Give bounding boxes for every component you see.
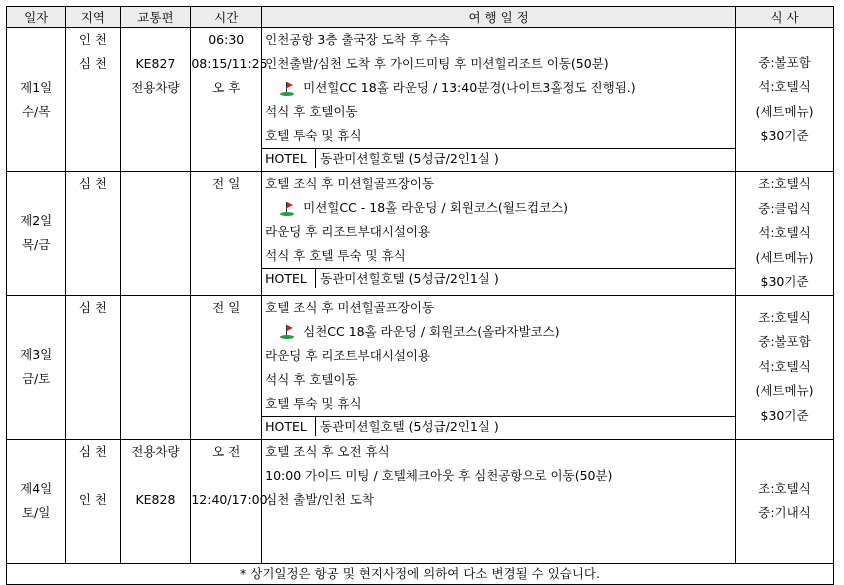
itinerary-line bbox=[262, 368, 735, 392]
hotel-label: HOTEL bbox=[262, 269, 316, 288]
header-time: 시간 bbox=[191, 7, 262, 28]
schedule-table bbox=[6, 6, 834, 585]
header-day: 일자 bbox=[7, 7, 66, 28]
region-value: 심 천 bbox=[78, 176, 107, 191]
itinerary-line bbox=[262, 220, 735, 244]
time-value: 06:30 bbox=[208, 32, 245, 47]
itinerary-line bbox=[262, 320, 735, 344]
day-label: 제3일 bbox=[20, 347, 53, 362]
itinerary-text: 인천출발/심천 도착 후 가이드미팅 후 미션힐리조트 이동(50분) bbox=[265, 56, 609, 71]
time-cell bbox=[191, 439, 268, 563]
golf-flag-icon bbox=[279, 81, 297, 97]
itinerary-line bbox=[262, 172, 735, 196]
time-value: 12:40/17:00 bbox=[191, 491, 268, 507]
meal-cell bbox=[736, 28, 834, 172]
itinerary-line bbox=[262, 244, 735, 268]
day-row bbox=[7, 295, 834, 439]
itinerary-line bbox=[262, 52, 735, 76]
transport-value bbox=[121, 172, 191, 196]
itinerary-line bbox=[262, 440, 735, 464]
itinerary-text: 호텔 투숙 및 휴식 bbox=[265, 128, 362, 143]
itinerary-text: 미션힐CC - 18홀 라운딩 / 회원코스(월드컵코스) bbox=[303, 200, 569, 215]
transport-value: KE828 bbox=[135, 491, 176, 507]
region-value: 심 천 bbox=[78, 443, 107, 459]
time-value: 오 전 bbox=[212, 443, 241, 459]
meal-item: (세트메뉴) bbox=[755, 249, 814, 265]
itinerary-line bbox=[262, 124, 735, 148]
hotel-name: 동관미션힐호텔 (5성급/2인1실 ) bbox=[320, 151, 499, 166]
itinerary-line bbox=[262, 464, 735, 488]
day-label: 토/일 bbox=[21, 505, 51, 520]
meal-item: 중:클럽식 bbox=[758, 200, 811, 216]
meal-item: 석:호텔식 bbox=[758, 358, 811, 374]
region-value: 심 천 bbox=[78, 299, 107, 315]
meal-item: 조:호텔식 bbox=[758, 480, 811, 496]
itinerary-line bbox=[262, 196, 735, 220]
itinerary-line bbox=[262, 296, 735, 320]
meal-item: 중:기내식 bbox=[758, 505, 811, 520]
region-cell bbox=[66, 172, 120, 296]
header-itinerary: 여 행 일 정 bbox=[262, 7, 736, 28]
itinerary-line bbox=[262, 76, 735, 100]
region-cell bbox=[66, 28, 120, 172]
hotel-name: 동관미션힐호텔 (5성급/2인1실 ) bbox=[320, 271, 499, 286]
region-value: 인 천 bbox=[78, 32, 107, 47]
meal-item: 석:호텔식 bbox=[758, 225, 811, 240]
region-value: 인 천 bbox=[78, 491, 107, 507]
itinerary-text: 호텔 조식 후 오전 휴식 bbox=[265, 443, 390, 459]
meal-item: 석:호텔식 bbox=[758, 79, 811, 94]
itinerary-line bbox=[262, 392, 735, 416]
meal-item: 중:볼포함 bbox=[758, 54, 811, 70]
day-label: 수/목 bbox=[21, 103, 51, 119]
meal-item: $30기준 bbox=[760, 274, 809, 289]
meal-item: (세트메뉴) bbox=[755, 383, 814, 399]
hotel-line bbox=[262, 268, 735, 288]
time-value: 08:15/11:25 bbox=[191, 56, 268, 71]
transport-cell bbox=[120, 28, 191, 172]
header-meal: 식 사 bbox=[736, 7, 834, 28]
transport-value bbox=[121, 28, 191, 52]
region-value: 심 천 bbox=[78, 56, 107, 71]
itinerary-text: 10:00 가이드 미팅 / 호텔체크아웃 후 심천공항으로 이동(50분) bbox=[265, 467, 613, 483]
itinerary-line bbox=[262, 344, 735, 368]
itinerary-text: 석식 후 호텔 투숙 및 휴식 bbox=[265, 248, 406, 263]
hotel-label: HOTEL bbox=[262, 417, 316, 436]
meal-item: (세트메뉴) bbox=[755, 103, 814, 119]
transport-cell bbox=[120, 295, 191, 439]
transport-cell bbox=[120, 172, 191, 296]
transport-value bbox=[121, 464, 191, 488]
itinerary-text: 호텔 조식 후 미션힐골프장이동 bbox=[265, 176, 435, 191]
itinerary-text: 심천CC 18홀 라운딩 / 회원코스(올라자발코스) bbox=[303, 323, 560, 339]
itinerary-text: 인천공항 3층 출국장 도착 후 수속 bbox=[265, 32, 450, 47]
day-label: 제4일 bbox=[20, 481, 53, 496]
meal-cell bbox=[736, 439, 834, 563]
hotel-name: 동관미션힐호텔 (5성급/2인1실 ) bbox=[320, 418, 499, 434]
time-value: 전 일 bbox=[212, 176, 241, 191]
itinerary-cell bbox=[262, 28, 736, 172]
day-cell bbox=[7, 295, 66, 439]
transport-cell bbox=[120, 439, 191, 563]
region-value bbox=[66, 464, 119, 488]
day-label: 금/토 bbox=[21, 371, 51, 386]
header-transport: 교통편 bbox=[120, 7, 191, 28]
day-cell bbox=[7, 28, 66, 172]
transport-value bbox=[121, 296, 191, 320]
day-cell bbox=[7, 172, 66, 296]
day-label: 제2일 bbox=[20, 213, 53, 229]
transport-value: 전용차량 bbox=[131, 443, 180, 459]
itinerary-cell bbox=[262, 295, 736, 439]
itinerary-line bbox=[262, 488, 735, 512]
hotel-line bbox=[262, 148, 735, 168]
header-region: 지역 bbox=[66, 7, 120, 28]
itinerary-text: 라운딩 후 리조트부대시설이용 bbox=[265, 224, 431, 239]
golf-flag-icon bbox=[279, 201, 297, 217]
time-cell bbox=[191, 172, 262, 296]
itinerary-line bbox=[262, 100, 735, 124]
itinerary-text: 호텔 조식 후 미션힐골프장이동 bbox=[265, 299, 435, 315]
footnote: * 상기일정은 항공 및 현지사정에 의하여 다소 변경될 수 있습니다. bbox=[7, 563, 834, 584]
golf-flag-icon bbox=[279, 324, 297, 340]
day-row bbox=[7, 172, 834, 296]
itinerary-text: 석식 후 호텔이동 bbox=[265, 371, 358, 387]
transport-value: 전용차량 bbox=[131, 80, 180, 95]
itinerary-text: 석식 후 호텔이동 bbox=[265, 104, 358, 119]
itinerary-cell bbox=[262, 439, 736, 563]
region-cell bbox=[66, 439, 120, 563]
meal-item: $30기준 bbox=[760, 407, 809, 423]
meal-item: $30기준 bbox=[760, 128, 809, 143]
header-row bbox=[7, 7, 834, 28]
day-cell bbox=[7, 439, 66, 563]
time-value: 오 후 bbox=[212, 80, 241, 95]
itinerary-text: 미션힐CC 18홀 라운딩 / 13:40분경(나이트3홀정도 진행됨.) bbox=[303, 80, 636, 95]
meal-cell bbox=[736, 172, 834, 296]
time-cell bbox=[191, 28, 268, 172]
day-label: 목/금 bbox=[21, 237, 51, 253]
time-value bbox=[191, 464, 261, 488]
hotel-label: HOTEL bbox=[262, 149, 316, 168]
hotel-line bbox=[262, 416, 735, 436]
meal-item: 조:호텔식 bbox=[758, 309, 811, 325]
meal-item: 조:호텔식 bbox=[758, 176, 811, 191]
transport-value: KE827 bbox=[135, 56, 176, 71]
itinerary-text: 라운딩 후 리조트부대시설이용 bbox=[265, 347, 431, 363]
itinerary-document bbox=[6, 6, 834, 581]
day-row bbox=[7, 439, 834, 563]
meal-item: 중:볼포함 bbox=[758, 334, 811, 350]
itinerary-text: 호텔 투숙 및 휴식 bbox=[265, 395, 362, 411]
region-cell bbox=[66, 295, 120, 439]
day-row bbox=[7, 28, 834, 172]
time-cell bbox=[191, 295, 262, 439]
meal-cell bbox=[736, 295, 834, 439]
time-value: 전 일 bbox=[212, 299, 241, 315]
itinerary-line bbox=[262, 28, 735, 52]
itinerary-cell bbox=[262, 172, 736, 296]
itinerary-text: 심천 출발/인천 도착 bbox=[265, 491, 374, 507]
day-label: 제1일 bbox=[20, 79, 53, 95]
